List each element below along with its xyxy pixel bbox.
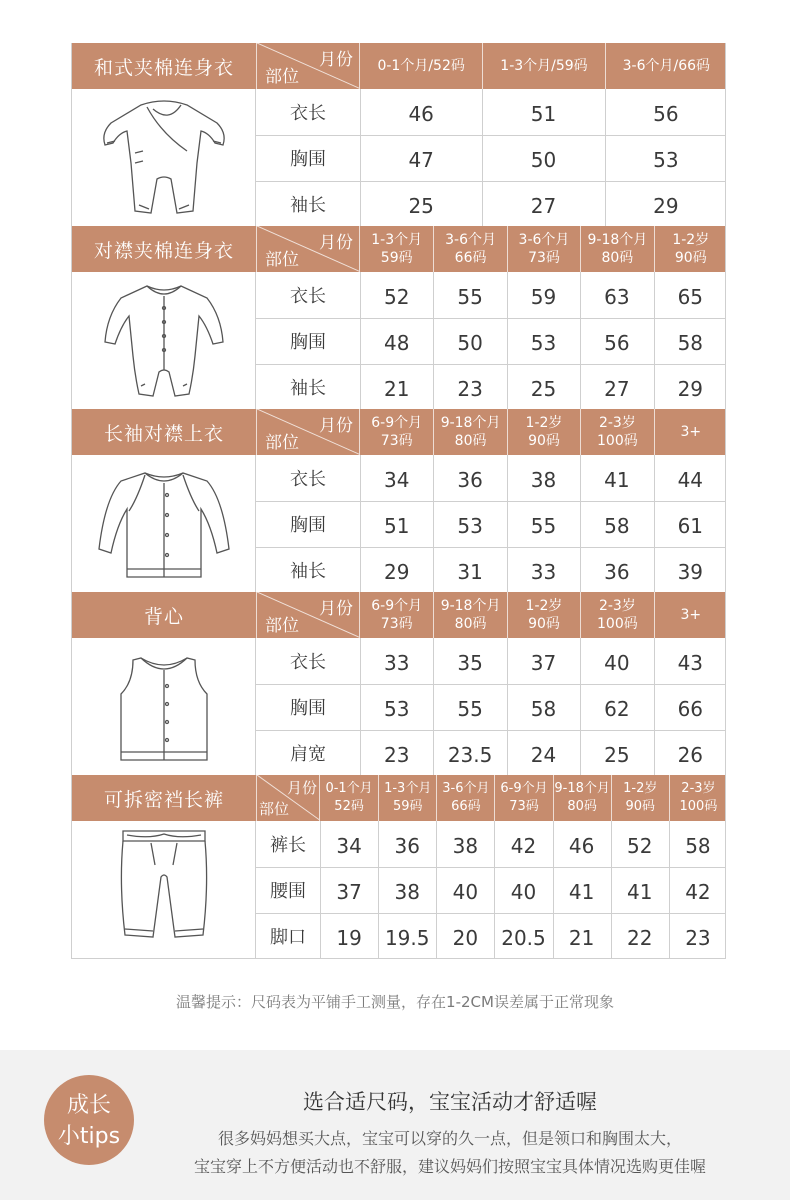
size-column-label: 1-2岁 [525,598,563,614]
size-column-label: 3+ [680,424,702,440]
measurement-value: 58 [677,331,704,355]
measurement-label: 衣长 [290,469,326,490]
measurement-value: 51 [530,102,557,126]
size-column-label: 1-3个月/59码 [500,58,588,74]
size-column-label: 73码 [528,250,560,266]
measurement-value: 53 [457,514,483,538]
measurement-value: 65 [677,285,704,309]
size-section [71,409,726,592]
measurement-value: 23.5 [447,742,493,767]
measurement-value: 27 [604,376,630,401]
size-column-label: 2-3岁 [598,598,636,614]
size-column-header [669,775,727,821]
size-column-label: 100码 [679,799,718,814]
size-column-label: 1-2岁 [623,781,658,796]
measurement-value: 50 [457,331,483,355]
measurement-value: 29 [677,376,704,401]
measurement-value: 19.5 [384,925,430,950]
measurement-value: 29 [383,559,410,584]
measurement-value: 36 [457,468,483,492]
measurement-value: 34 [383,468,410,492]
vest-icon [72,638,256,775]
measurement-value: 46 [568,834,595,858]
measurement-label: 衣长 [290,286,326,307]
measurement-value: 51 [383,514,410,538]
measurement-value: 36 [604,559,630,584]
measurement-value: 58 [604,514,630,538]
size-column-header [320,775,378,821]
size-column-label: 3-6个月 [518,232,570,248]
size-column-label: 9-18个月 [440,598,501,614]
measurement-value: 62 [604,697,630,721]
size-column-label: 73码 [380,616,413,632]
measurement-value: 36 [394,834,420,858]
tips-badge-line1: 成长 [66,1093,111,1118]
size-column-label: 9-18个月 [440,415,501,431]
section-title: 长袖对襟上衣 [103,423,224,445]
measurement-label: 胸围 [290,515,326,536]
header-corner-cell [256,592,360,638]
section-body [72,455,725,592]
measurement-value: 50 [530,148,557,172]
corner-month-label: 月份 [319,50,353,70]
size-column-header [494,775,552,821]
measurement-value: 23 [457,376,483,401]
measurement-value: 26 [677,742,704,767]
measurement-value: 41 [604,468,630,492]
measurement-value: 23 [383,742,410,767]
size-column-label: 3+ [680,607,702,623]
size-column-label: 73码 [380,433,413,449]
measurement-value: 48 [383,331,410,355]
size-column-header [378,775,436,821]
corner-part-label: 部位 [265,433,299,453]
measurement-value: 53 [530,331,557,355]
tips-line-1: 很多妈妈想买大点，宝宝可以穿的久一点，但是领口和胸围太大， [217,1129,682,1148]
size-column-label: 6-9个月 [371,415,423,431]
size-column-label: 0-1个月 [325,781,373,796]
section-header [72,592,725,638]
size-column-label: 2-3岁 [598,415,636,431]
section-title: 背心 [143,606,184,628]
measurement-label: 衣长 [290,652,326,673]
button-romper-icon [72,272,256,409]
pants-icon [72,821,256,958]
measurement-value: 33 [383,651,410,675]
measurement-value: 52 [627,834,653,858]
long-sleeve-top-icon [72,455,256,592]
size-column-label: 9-18个月 [554,781,610,796]
measurement-value: 42 [510,834,537,858]
measurement-label: 肩宽 [290,743,326,765]
corner-part-label: 部位 [265,67,299,87]
section-body [72,821,725,958]
tips-title: 选合适尺码，宝宝活动才舒适喔 [303,1090,597,1114]
size-column-header [580,226,653,272]
section-header [72,775,725,821]
measurement-label: 脚口 [270,926,306,948]
measurement-value: 33 [530,559,557,584]
measurement-label: 胸围 [290,332,326,353]
measurement-value: 55 [457,285,483,309]
size-column-label: 80码 [567,799,597,814]
measurement-value: 24 [530,742,557,767]
measurement-value: 56 [604,331,630,355]
size-column-label: 90码 [625,799,656,814]
measurement-value: 40 [604,651,630,675]
section-header [72,43,725,89]
size-section [71,775,726,959]
size-column-header [507,592,580,638]
section-title: 和式夹棉连身衣 [93,57,234,79]
measurement-value: 21 [383,376,410,401]
measurement-value: 42 [685,880,711,904]
corner-part-label: 部位 [265,616,299,636]
size-column-header [360,409,433,455]
measurement-note: 温馨提示：尺码表为平铺手工测量，存在1-2CM误差属于正常现象 [176,993,614,1011]
measurement-label: 裤长 [270,835,306,856]
measurement-value: 25 [408,193,434,218]
measurement-value: 20 [452,925,479,950]
measurement-value: 35 [457,651,483,675]
tips-badge [44,1075,134,1165]
measurement-value: 52 [383,285,410,309]
measurement-value: 55 [530,514,557,538]
measurement-value: 21 [568,925,595,950]
size-column-header [654,592,727,638]
measurement-value: 58 [685,834,711,858]
size-column-header [433,409,506,455]
size-column-label: 3-6个月/66码 [622,58,711,74]
size-column-label: 1-3个月 [371,232,423,248]
measurement-value: 25 [530,376,557,401]
size-column-label: 1-2岁 [672,232,710,248]
measurement-label: 衣长 [290,103,326,124]
measurement-value: 38 [394,880,420,904]
measurement-value: 34 [336,834,362,858]
size-column-header [433,226,506,272]
size-section [71,43,726,226]
size-column-header [507,409,580,455]
size-column-label: 59码 [380,250,413,266]
size-column-header [611,775,669,821]
size-section [71,226,726,409]
header-corner-cell [256,775,320,821]
corner-month-label: 月份 [319,416,353,436]
size-column-header [580,592,653,638]
size-column-label: 90码 [674,250,707,266]
measurement-value: 43 [677,651,704,675]
section-header [72,226,725,272]
measurement-value: 47 [408,148,434,172]
measurement-value: 39 [677,559,704,584]
size-column-label: 6-9个月 [371,598,423,614]
size-section [71,592,726,775]
measurement-value: 31 [457,559,483,584]
size-column-label: 100码 [597,616,638,632]
size-column-label: 0-1个月/52码 [377,58,465,74]
size-column-header [433,592,506,638]
measurement-label: 腰围 [270,881,306,902]
size-column-header [436,775,494,821]
measurement-value: 38 [530,468,557,492]
corner-month-label: 月份 [319,599,353,619]
measurement-value: 63 [604,285,630,309]
measurement-value: 20.5 [501,925,546,950]
section-body [72,89,725,226]
section-body [72,638,725,775]
size-column-header [605,43,727,89]
measurement-value: 44 [677,468,704,492]
tips-line-2: 宝宝穿上不方便活动也不舒服，建议妈妈们按照宝宝具体情况选购更佳喔 [193,1157,706,1176]
size-column-label: 90码 [528,433,560,449]
measurement-value: 38 [452,834,479,858]
measurement-value: 37 [530,651,557,675]
size-column-label: 90码 [528,616,560,632]
corner-part-label: 部位 [259,800,290,818]
size-column-label: 3-6个月 [442,781,490,796]
measurement-value: 58 [530,697,557,721]
header-corner-cell [256,226,360,272]
measurement-value: 59 [530,285,557,309]
size-column-label: 80码 [601,250,634,266]
size-column-header [360,43,482,89]
measurement-value: 55 [457,697,483,721]
size-column-label: 100码 [597,433,638,449]
measurement-label: 袖长 [290,377,326,399]
kimono-romper-icon [72,89,256,226]
section-body [72,272,725,409]
measurement-value: 41 [627,880,653,904]
measurement-value: 40 [452,880,479,904]
measurement-value: 53 [383,697,410,721]
header-corner-cell [256,43,360,89]
header-corner-cell [256,409,360,455]
measurement-value: 19 [336,925,362,950]
size-column-header [580,409,653,455]
measurement-value: 29 [653,193,679,218]
measurement-value: 46 [408,102,434,126]
section-header [72,409,725,455]
size-column-header [654,226,727,272]
size-column-header [482,43,604,89]
measurement-label: 胸围 [290,698,326,719]
corner-part-label: 部位 [265,250,299,270]
size-column-label: 9-18个月 [587,232,648,248]
measurement-value: 27 [530,193,557,218]
measurement-value: 41 [568,880,595,904]
size-chart-table [71,43,726,959]
size-column-label: 80码 [454,433,487,449]
size-column-label: 80码 [454,616,487,632]
tips-badge-line2: 小tips [57,1124,121,1149]
measurement-label: 袖长 [290,194,326,216]
measurement-value: 25 [604,742,630,767]
size-column-header [654,409,727,455]
size-column-label: 1-3个月 [384,781,432,796]
tips-panel [0,1050,790,1200]
measurement-label: 袖长 [290,560,326,582]
size-column-label: 1-2岁 [525,415,563,431]
measurement-label: 胸围 [290,149,326,170]
measurement-value: 22 [627,925,653,950]
size-column-label: 66码 [454,250,487,266]
measurement-value: 66 [677,697,704,721]
measurement-value: 40 [510,880,537,904]
measurement-value: 53 [653,148,679,172]
size-column-header [360,592,433,638]
size-column-header [507,226,580,272]
size-column-header [360,226,433,272]
corner-month-label: 月份 [319,233,353,253]
corner-month-label: 月份 [286,779,317,797]
size-column-label: 59码 [392,799,423,814]
size-column-label: 6-9个月 [500,781,548,796]
section-title: 可拆密裆长裤 [103,789,224,811]
measurement-value: 61 [677,514,704,538]
measurement-value: 37 [336,880,362,904]
size-column-label: 3-6个月 [445,232,497,248]
size-column-header [553,775,611,821]
size-column-label: 73码 [509,799,539,814]
measurement-value: 23 [685,925,711,950]
size-column-label: 66码 [451,799,481,814]
size-column-label: 2-3岁 [681,781,716,796]
section-title: 对襟夹棉连身衣 [93,240,234,262]
size-column-label: 52码 [334,799,364,814]
measurement-value: 56 [653,102,679,126]
